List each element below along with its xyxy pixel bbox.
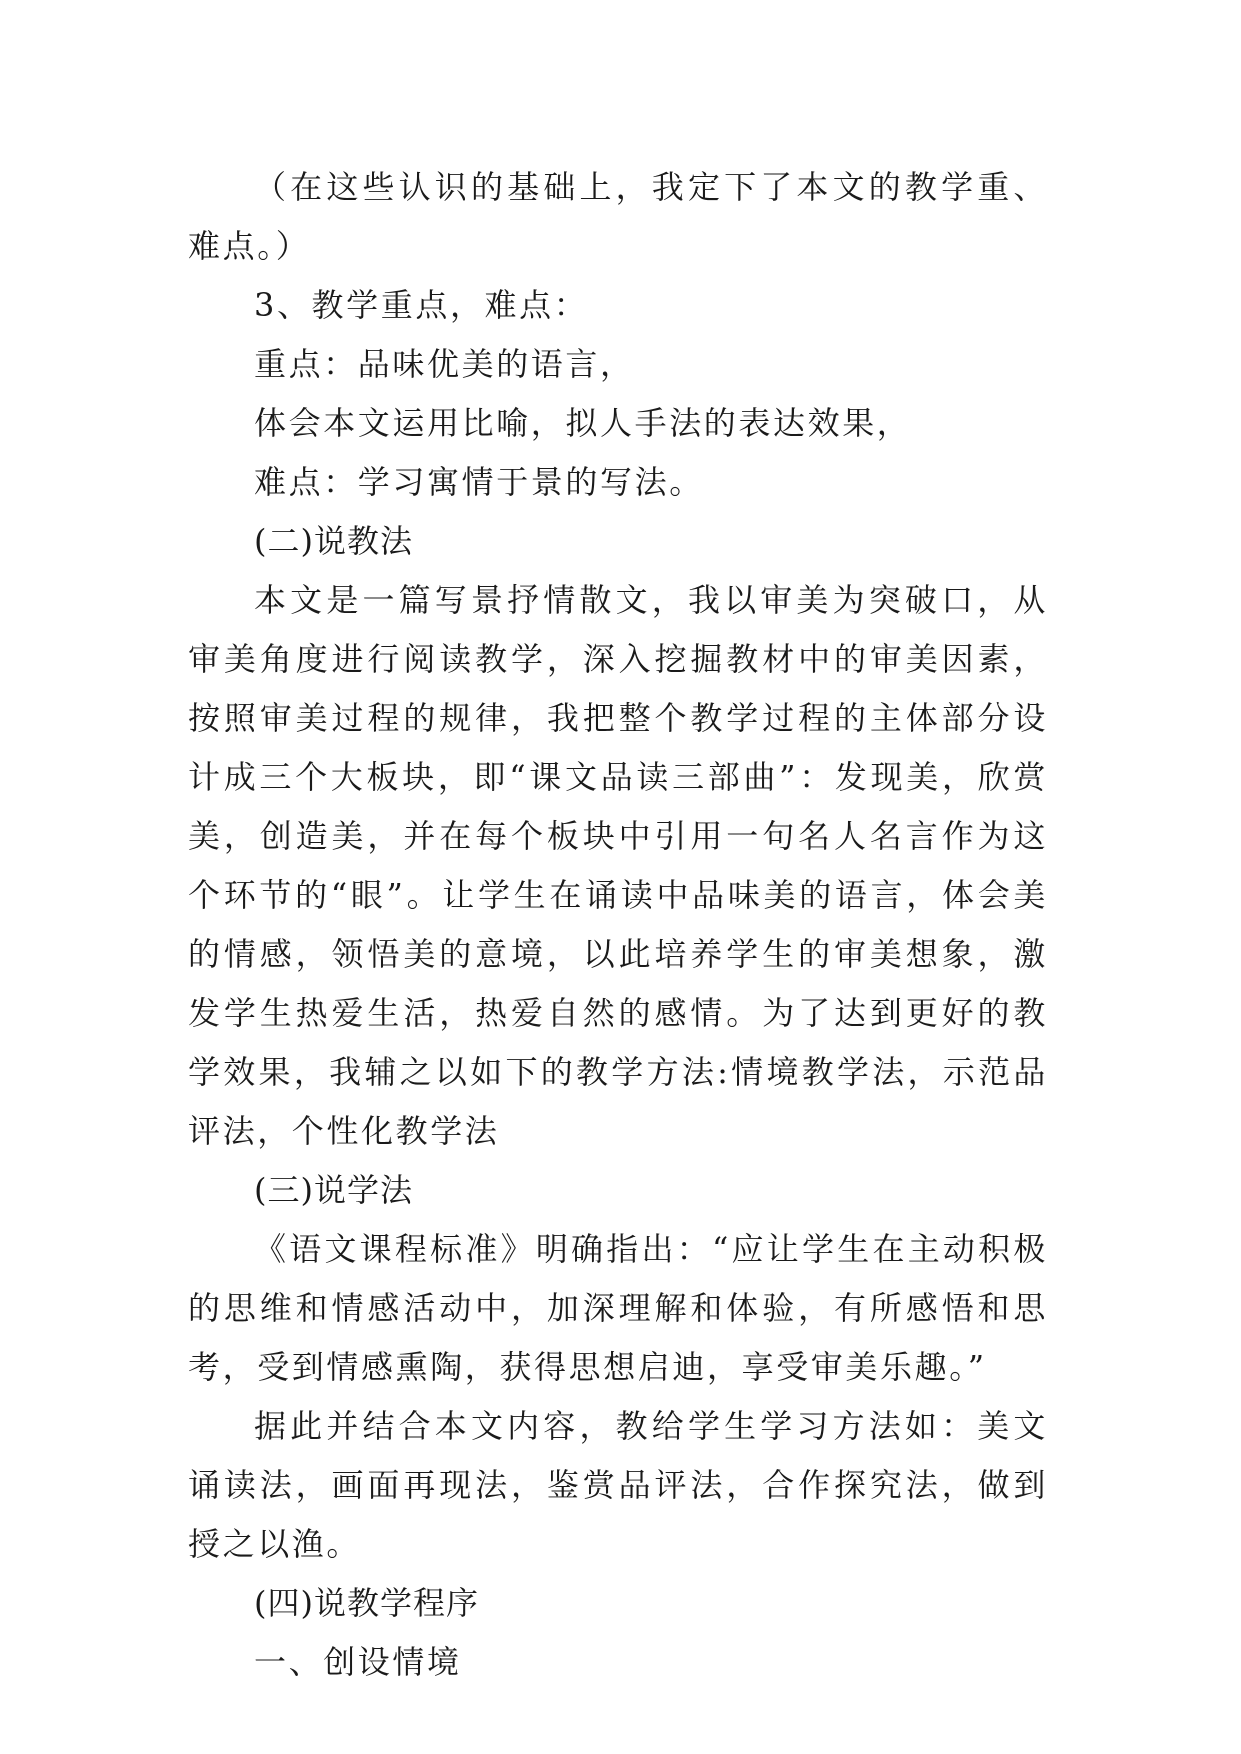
paragraph-teaching-method: 本文是一篇写景抒情散文，我以审美为突破口，从审美角度进行阅读教学，深入挖掘教材中的审美因素，按照审美过程的规律，我把整个教学过程的主体部分设计成三个大板块，即“课文品读三部曲”：发现美，欣赏美，创造美，并在每个板块中引用一句名人名言作为这个环节的“眼”。让学生在诵读中品味美的语言，体会美的情感，领悟美的意境，以此培养学生的审美想象，激发学生热爱生活，热爱自然的感情。为了达到更好的教学效果，我辅之以如下的教学方法:情境教学法，示范品评法，个性化教学法	[188, 581, 1048, 1150]
heading-teaching-method: (二)说教法	[254, 522, 413, 560]
heading-teaching-procedure: (四)说教学程序	[254, 1584, 479, 1622]
paragraph-key-point: 重点：品味优美的语言，	[254, 345, 635, 383]
paragraph-curriculum-standard-quote: 《语文课程标准》明确指出：“应让学生在主动积极的思维和情感活动中，加深理解和体验，有所感悟和思考，受到情感熏陶，获得思想启迪，享受审美乐趣。”	[188, 1230, 1048, 1386]
paragraph-key-point-detail: 体会本文运用比喻，拟人手法的表达效果，	[254, 404, 912, 442]
paragraph-section-3-heading: 3、教学重点，难点：	[254, 286, 589, 324]
heading-create-scenario: 一、创设情境	[254, 1643, 462, 1681]
paragraph-learning-method: 据此并结合本文内容，教给学生学习方法如：美文诵读法，画面再现法，鉴赏品评法，合作探究法，做到授之以渔。	[188, 1407, 1048, 1563]
document-body	[188, 158, 1048, 1692]
paragraph-difficult-point: 难点：学习寓情于景的写法。	[254, 463, 704, 501]
heading-learning-method: (三)说学法	[254, 1171, 413, 1209]
paragraph-key-points-intro: （在这些认识的基础上，我定下了本文的教学重、难点。）	[188, 168, 1048, 265]
